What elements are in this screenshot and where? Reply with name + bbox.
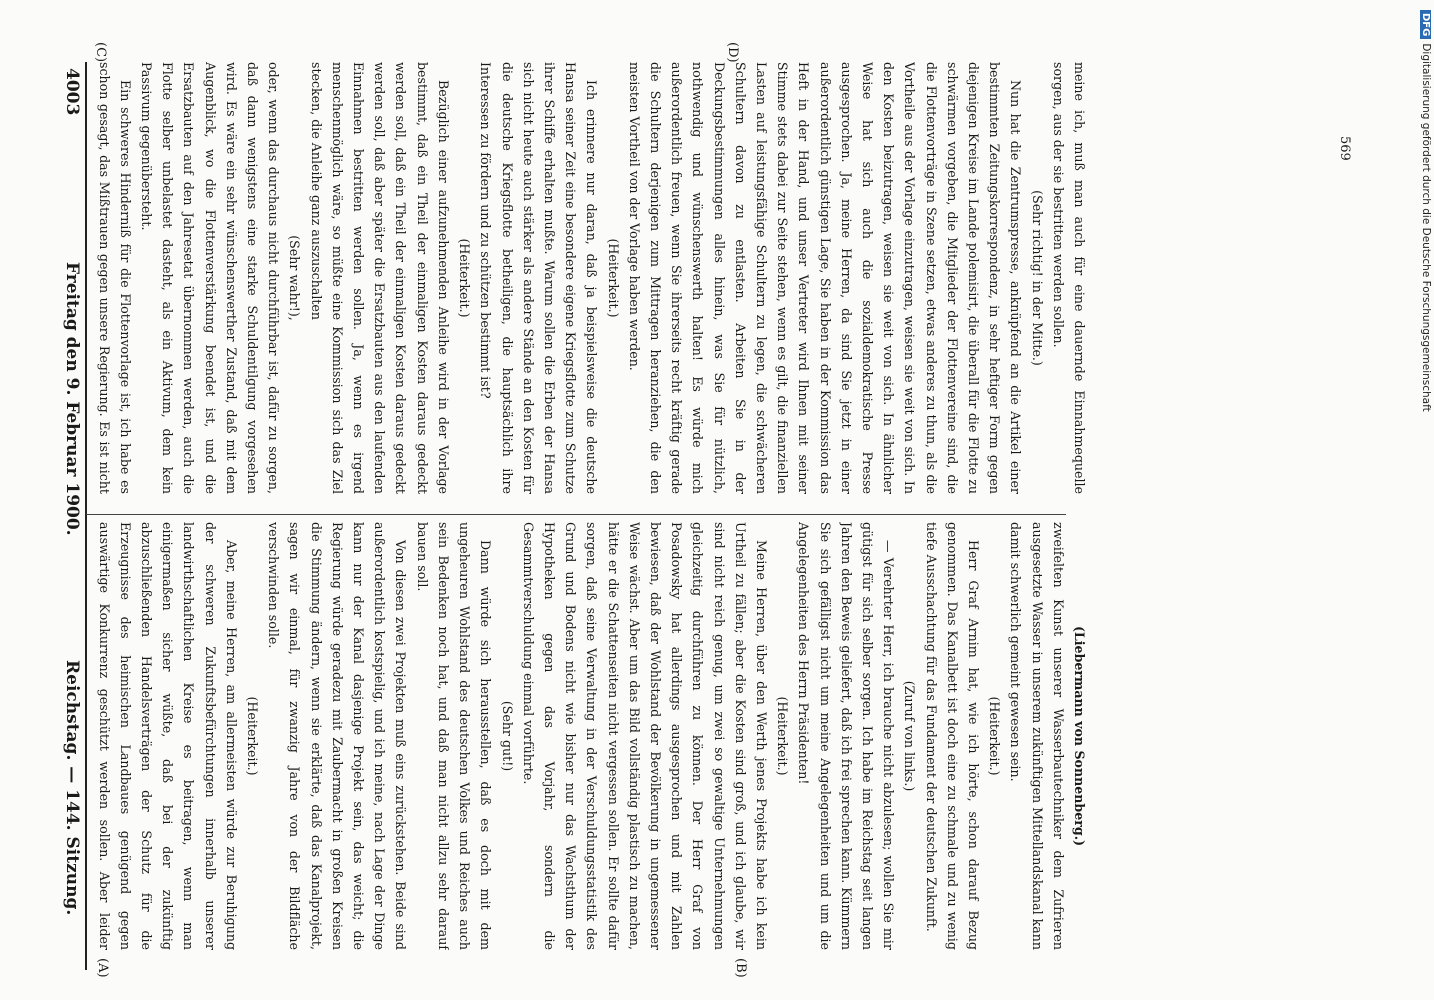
interjection: (Heiterkeit.) xyxy=(987,696,1003,776)
margin-marker-c: (C) xyxy=(93,42,108,63)
page-signature-number: 569 xyxy=(1337,136,1352,161)
paragraph: Herr Graf Arnim hat, wie ich hörte, schon darauf Bezug genommen. Das Kanalbett ist doch eine zu schmale und zu wenig tiefe Ausschachtung für das Fundament der deutschen Zukunft. xyxy=(923,522,981,950)
left-column xyxy=(90,522,1090,950)
dfg-logo-icon: DFG xyxy=(1420,10,1431,39)
right-column xyxy=(90,62,1090,494)
interjection: (Heiterkeit.) xyxy=(457,238,473,318)
header-session: Reichstag. — 144. Sitzung. xyxy=(62,660,82,916)
speaker-label: (Liebermann von Sonnenberg.) xyxy=(1072,625,1087,847)
margin-marker-b: (B) xyxy=(733,958,748,978)
paragraph: Aber, meine Herren, am allermeisten würde zur Beruhigung der schweren Zukunftsbefürchtungen innerhalb unserer landwirthschaftlichen Kreise es beitragen, wenn man einigermaßen sicher wüßte, daß bei der zukünftig abzuschließenden Handelsverträgen der Schutz für die Erzeugnisse des heimischen Landbaues genügend gegen auswärtige Konkurrenz geschützt werden sollen. Aber leider xyxy=(96,522,239,950)
paragraph: meine ich, muß man auch für eine dauernde Einnahmequelle sorgen, aus der sie bestritten werden sollen. xyxy=(1050,62,1087,494)
paragraph: zweifelten Kunst unserer Wasserbautechniker dem Zufrieren ausgesetzte Wasser in unserem zukünftigen Mittellandskanal kann damit schwerlich gemeint gewesen sein. xyxy=(1008,522,1066,950)
paragraph: Bezüglich einer aufzunehmenden Anleihe wird in der Vorlage bestimmt, daß ein Theil der einmaligen Kosten daraus gedeckt werden soll, daß ein Theil der einmaligen Kosten daraus gedeckt werden soll, daß aber später die Ersatzbauten aus den laufenden Einnahmen bestritten werden sollen. Ja, wenn es irgend menschenmöglich wäre, so müßte eine Kommission sich das Ziel stecken, die Anleihe ganz auszuschalten xyxy=(308,62,451,494)
paragraph: oder, wenn das durchaus nicht durchführbar ist, dafür zu sorgen, daß dann wenigstens eine starke Schuldentilgung vorgesehen wird. Es wäre ein sehr wünschenswerther Zustand, daß mit dem Augenblick, wo die Flottenverstärkung beendet ist, und die Ersatzbauten auf den Jahresetat übernommen werden, auch die Flotte selber unbelastet dasteht, als ein Aktivum, dem kein Passivum gegenübersteht. xyxy=(139,62,282,494)
interjection: (Heiterkeit.) xyxy=(605,238,621,318)
header-rule xyxy=(85,62,87,970)
interjection: (Heiterkeit.) xyxy=(775,696,791,776)
interjection: (Sehr gut!) xyxy=(499,700,515,772)
interjection: (Heiterkeit.) xyxy=(245,696,261,776)
margin-marker-d: (D) xyxy=(725,42,740,63)
header-date: Freitag den 9. Februar 1900. xyxy=(62,262,82,536)
paragraph: Dann würde sich herausstellen, daß es doch mit dem ungeheuren Wohlstand des deutschen Volkes und Reiches auch sein Bedenken noch hat, und daß man nicht allzu sehr darauf bauen soll. xyxy=(414,522,494,950)
paragraph: — Verehrter Herr, ich brauche nicht abzulesen; wollen Sie mir gütigst für sich selber sorgen. Ich habe im Reichstag seit langen Jahren den Beweis geliefert, daß ich frei sprechen kann. Kümmern Sie sich gefälligst nicht um meine Angelegenheiten und um die Angelegenheiten des Herrn Präsidenten! xyxy=(796,522,897,950)
paragraph: Von diesen zwei Projekten muß eins zurückstehen. Beide sind außerordentlich kostspielig, und ich meine, nach Lage der Dinge kann nur der Kanal dasjenige Projekt sein, das weicht; die Regierung würde geradezu mit Zaubermacht in großen Kreisen die Stimmung ändern, wenn sie erklärte, daß das Kanalprojekt, sagen wir einmal, für zwanzig Jahre von der Bildfläche verschwinden solle. xyxy=(266,522,409,950)
paragraph: Meine Herren, über den Werth jenes Projekts habe ich kein Urtheil zu fällen; aber die Kosten sind groß, und ich glaube, wir sind nicht reich genug, um zwei so gewaltige Unternehmungen gleichzeitig durchführen zu können. Der Herr Graf von Posadowsky hat allerdings ausgesprochen und mit Zahlen bewiesen, daß der Wohlstand der Bevölkerung in ungemessener Weise wächst. Aber um das Bild vollständig plastisch zu machen, hätte er die Schattenseiten nicht vergessen sollen. Er sollte dafür sorgen, daß seine Verwaltung in der Verschuldungsstatistik des Grund und Bodens nicht wie bisher nur das Wachsthum der Hypotheken gegen das Vorjahr, sondern die Gesammtverschuldung einmal vorführte. xyxy=(520,522,769,950)
digitization-text: Digitalisierung gefördert durch die Deutsche Forschungsgemeinschaft xyxy=(1420,43,1432,412)
paragraph: Ich erinnere nur daran, daß ja beispielsweise die deutsche Hansa seiner Zeit eine besondere eigene Kriegsflotte zum Schutze ihrer Schiffe erhalten mußte. Warum sollen die Erben der Hansa sich nicht heute auch stärker als andere Stände an den Kosten für die deutsche Kriegsflotte betheiligen, die hauptsächlich ihre Interessen zu fördern und zu schützen bestimmt ist? xyxy=(478,62,600,494)
column-divider xyxy=(86,514,1066,515)
header-page-number: 4003 xyxy=(62,68,82,116)
interjection: (Sehr richtig! in der Mitte.) xyxy=(1029,190,1045,366)
interjection: (Zuruf von links.) xyxy=(902,680,918,792)
digitization-note xyxy=(1420,10,1432,412)
margin-marker-a: (A) xyxy=(95,958,110,978)
interjection: (Sehr wahr!), xyxy=(287,235,303,321)
paragraph: Ein schweres Hinderniß für die Flottenvorlage ist, ich habe es schon gesagt, das Mißtrauen gegen unsere Regierung. Es ist nicht xyxy=(96,62,133,494)
paragraph: Nun hat die Zentrumspresse, anknüpfend an die Artikel einer bestimmten Zeitungskorrespondenz, in sehr heftiger Form gegen diejenigen Kreise im Lande polemisirt, die überall für die Flotte zu schwärmen vorgeben, die Mitglieder der Flottenvereine sind, die die Flottenvorträge in Szene setzen, etwas anderes zu thun, als die Vortheile aus der Vorlage einzutragen, weisen sie weit von sich. In den Kosten beizutragen, weisen sie weit von sich. In ähnlicher Weise hat sich auch die sozialdemokratische Presse ausgesprochen. Ja, meine Herren, da sind Sie jetzt in einer außerordentlich günstigen Lage, Sie haben in der Kommission das Heft in der Hand, und unser Vertreter wird Ihnen mit seiner Stimme stets dabei zur Seite stehen, wenn es gilt, die finanziellen Lasten auf leistungsfähige Schultern zu legen, die schwächeren Schultern davon zu entlasten. Arbeiten Sie in der Deckungsbestimmungen alles hinein, was Sie für nützlich, nothwendig und wünschenswerth halten! Es würde mich außerordentlich freuen, wenn Sie ihrerseits recht kräftig gerade die Schultern derjenigen zum Mittragen heranziehen, die den meisten Vortheil von der Vorlage haben werden. xyxy=(626,62,1024,494)
